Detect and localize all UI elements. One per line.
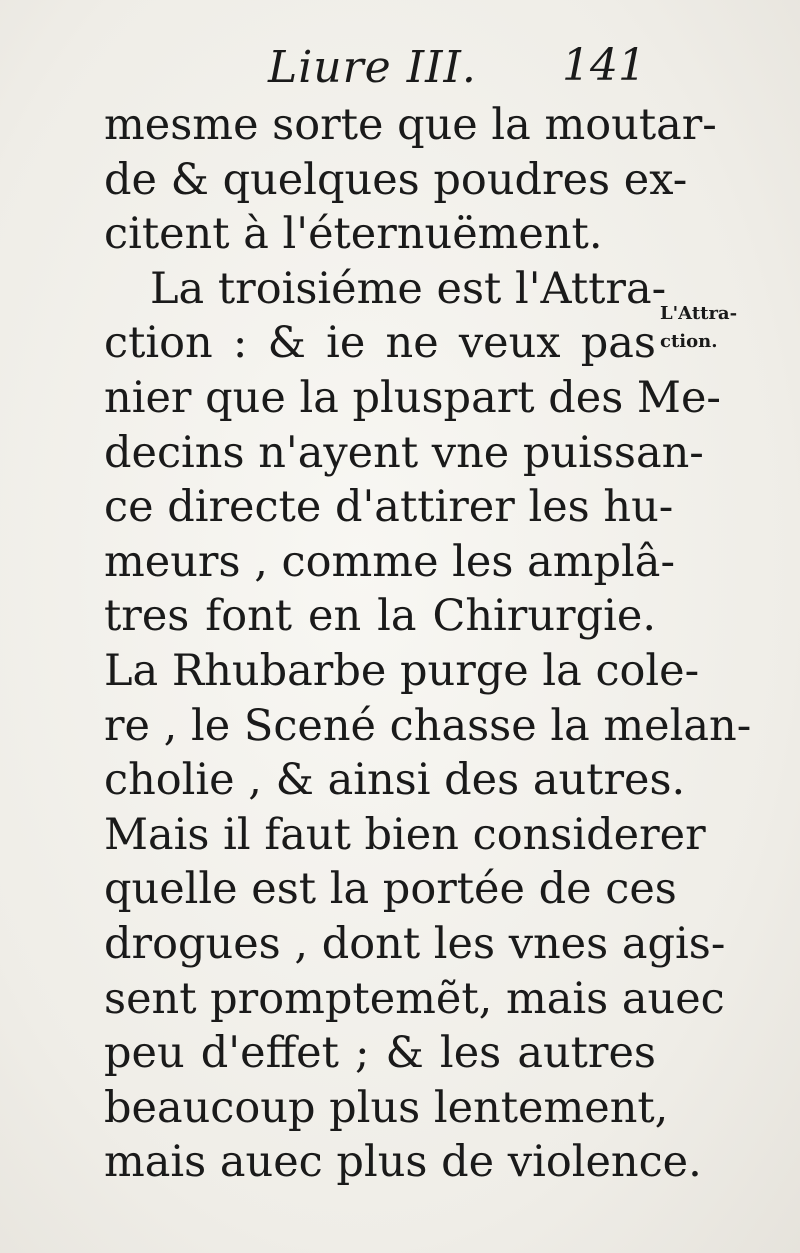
text-line: meurs , comme les amplâ-	[104, 536, 675, 587]
text-line: La Rhubarbe purge la cole-	[104, 645, 700, 696]
text-line: beaucoup plus lentement,	[104, 1082, 669, 1133]
running-head: Liure III.	[268, 42, 477, 93]
text-line: re , le Scené chasse la melan-	[104, 700, 752, 751]
text-line: drogues , dont les vnes agis-	[104, 918, 726, 969]
marginal-note-line: ction.	[660, 331, 718, 352]
text-line: Mais il faut bien considerer	[104, 809, 706, 860]
text-line: nier que la pluspart des Me-	[104, 372, 721, 423]
text-line: citent à l'éternuëment.	[104, 209, 603, 260]
text-line: mais auec plus de violence.	[104, 1137, 702, 1188]
text-line: peu d'effet ; & les autres	[104, 1028, 656, 1079]
text-line: mesme sorte que la moutar-	[104, 100, 717, 150]
text-line: ce directe d'attirer les hu-	[104, 482, 674, 533]
text-line: sent promptemẽt, mais auec	[104, 973, 725, 1024]
marginal-note	[660, 300, 737, 356]
page-number: 141	[562, 40, 646, 91]
text-line: de & quelques poudres ex-	[104, 154, 688, 205]
text-line: decins n'ayent vne puissan-	[104, 427, 704, 478]
text-line: ction : & ie ne veux pas	[104, 318, 656, 369]
text-line: quelle est la portée de ces	[104, 864, 677, 915]
body-text	[104, 98, 752, 1190]
text-line: tres font en la Chirurgie.	[104, 591, 656, 642]
text-line: cholie , & ainsi des autres.	[104, 755, 686, 806]
text-line: La troisiéme est l'Attra-	[150, 263, 667, 314]
marginal-note-line: L'Attra-	[660, 303, 738, 324]
